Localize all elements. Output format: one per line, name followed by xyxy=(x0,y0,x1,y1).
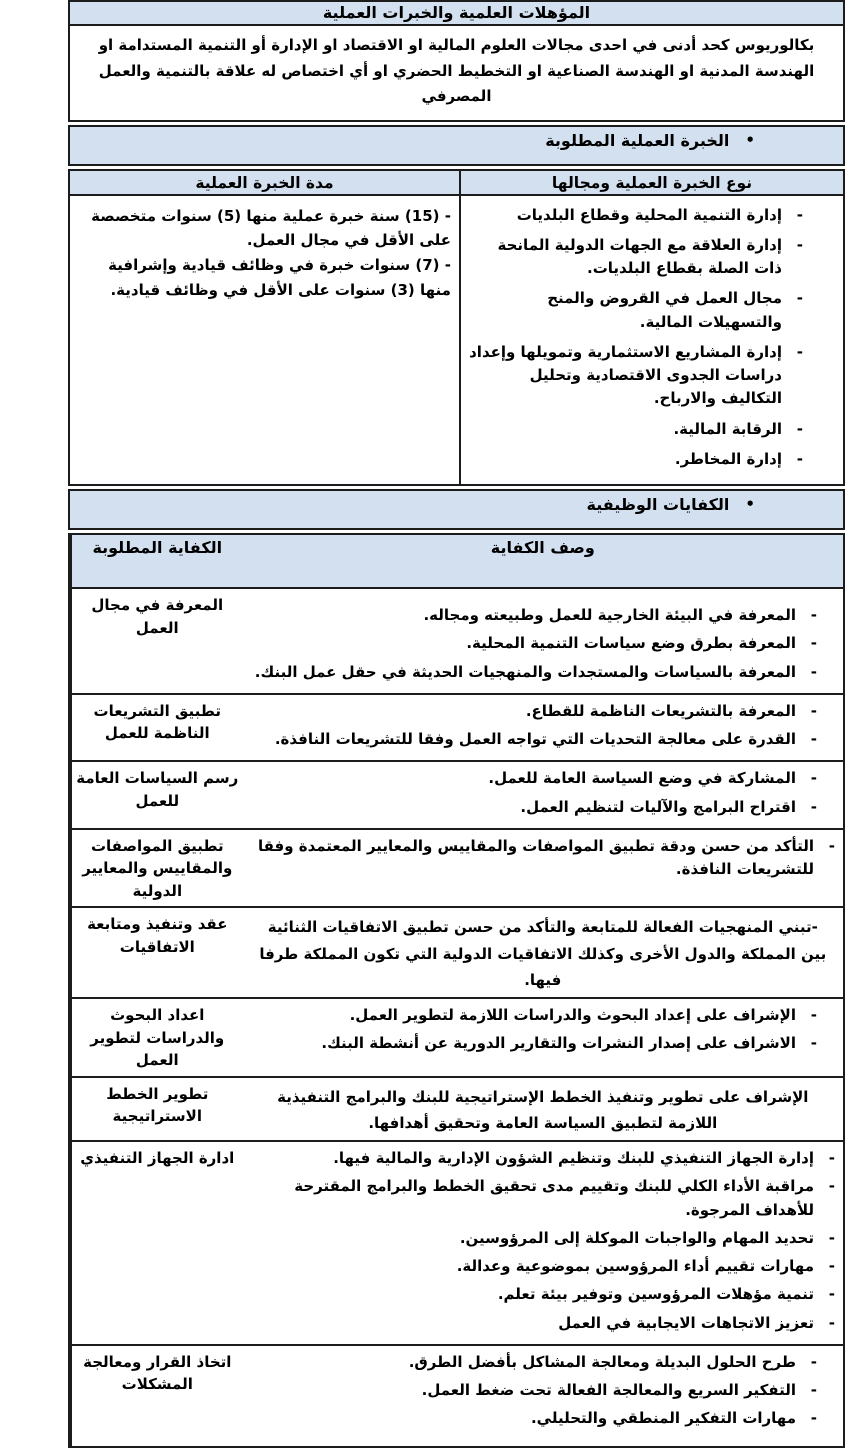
competency-desc-cell xyxy=(243,695,843,761)
competency-row xyxy=(70,1078,843,1143)
competency-desc-item xyxy=(251,632,817,655)
competency-desc-item xyxy=(251,1312,835,1335)
competency-desc-cell: الإشراف على تطوير وتنفيذ الخطط الإستراتيجية للبنك والبرامج التنفيذية اللازمة لتطبيق السياسة العامة وتحقيق أهدافها. xyxy=(277,1087,809,1132)
dash-icon: - xyxy=(796,205,803,224)
competency-desc-item-text: الإشراف على إعداد البحوث والدراسات اللازمة لتطوير العمل. xyxy=(349,1006,796,1024)
dash-icon: - xyxy=(828,1228,835,1247)
experience-table-body xyxy=(70,196,843,485)
competency-row xyxy=(70,999,843,1078)
competency-row xyxy=(70,1346,843,1446)
competency-desc-item-text: طرح الحلول البديلة ومعالجة المشاكل بأفضل الطرق. xyxy=(408,1352,796,1371)
dash-icon: - xyxy=(828,1177,835,1196)
dash-icon: - xyxy=(828,1149,835,1167)
competency-desc-cell xyxy=(243,1346,843,1446)
experience-duration-item: - (7) سنوات خبرة في وظائف قيادية وإشرافية منها (3) سنوات على الأقل في وظائف قيادية. xyxy=(108,256,451,299)
competency-desc-item-text: المعرفة في البيئة الخارجية للعمل وطبيعته ومجاله. xyxy=(423,606,796,624)
experience-section-title: الخبرة العملية المطلوبة xyxy=(545,130,730,150)
experience-type-header: نوع الخبرة العملية ومجالها xyxy=(459,171,843,194)
competency-desc-item xyxy=(251,1032,817,1055)
dash-icon: - xyxy=(796,342,803,361)
competency-desc-header: وصف الكفاية xyxy=(490,538,595,557)
competency-desc-item xyxy=(251,1407,817,1430)
competency-desc-item xyxy=(251,796,817,819)
competencies-table xyxy=(68,533,845,1448)
experience-type-item-text: الرقابة المالية. xyxy=(673,419,782,438)
competency-row xyxy=(70,762,843,830)
experience-type-item xyxy=(469,448,803,471)
dash-icon: - xyxy=(810,730,817,748)
competency-desc-item-text: المعرفة بالسياسات والمستجدات والمنهجيات الحديثة في حقل عمل البنك. xyxy=(254,662,796,681)
dash-icon: - xyxy=(810,1381,817,1399)
experience-type-item-text: إدارة المشاريع الاستثمارية وتمويلها وإعداد دراسات الجدوى الاقتصادية وتحليل التكاليف والارباح. xyxy=(469,342,782,408)
competency-name-cell: تطوير الخطط الاستراتيجية xyxy=(70,1078,243,1141)
competency-desc-cell: -تبني المنهجيات الفعالة للمتابعة والتأكد من حسن تطبيق الاتفاقيات الثنائية بين المملكة والدول الأخرى وكذلك الاتفاقيات الدولية التي تكون المملكة طرفا فيها. xyxy=(259,918,827,989)
dash-icon: - xyxy=(810,1352,817,1371)
competency-desc-item xyxy=(251,1379,817,1402)
competency-desc-item-text: تحديد المهام والواجبات الموكلة إلى المرؤوسين. xyxy=(459,1228,814,1247)
experience-type-item xyxy=(469,418,803,441)
competency-desc-item xyxy=(251,767,817,790)
experience-duration-item: - (15) سنة خبرة عملية منها (5) سنوات متخصصة على الأقل في مجال العمل. xyxy=(91,206,451,250)
dash-icon: - xyxy=(810,634,817,653)
dash-icon: - xyxy=(796,419,803,438)
competency-desc-item-text: المشاركة في وضع السياسة العامة للعمل. xyxy=(488,769,796,788)
dash-icon: - xyxy=(796,235,803,254)
competency-desc-item-text: التأكد من حسن ودقة تطبيق المواصفات والمقاييس والمعايير المعتمدة وفقا للتشريعات النافذة. xyxy=(257,836,814,878)
experience-type-item-text: إدارة المخاطر. xyxy=(674,449,782,468)
competency-desc-item xyxy=(251,1351,817,1374)
competency-desc-item-text: التفكير السريع والمعالجة الفعالة تحت ضغط العمل. xyxy=(421,1381,796,1399)
dash-icon: - xyxy=(796,449,803,468)
competency-desc-item-text: مراقبة الأداء الكلي للبنك وتقييم مدى تحقيق الخطط والبرامج المقترحة للأهداف المرجوة. xyxy=(294,1177,814,1219)
competency-desc-item xyxy=(251,700,817,723)
dash-icon: - xyxy=(810,701,817,720)
competency-row xyxy=(70,1142,843,1346)
experience-type-item xyxy=(469,234,803,281)
dash-icon: - xyxy=(828,1257,835,1275)
experience-table-header xyxy=(70,171,843,196)
dash-icon: - xyxy=(810,769,817,788)
experience-type-item-text: مجال العمل في القروض والمنح والتسهيلات المالية. xyxy=(547,289,782,331)
qualifications-paragraph: بكالوريوس كحد أدنى في احدى مجالات العلوم المالية او الاقتصاد او الإدارة أو التنمية المستدامة او الهندسة المدنية او الهندسة الصناعية او التخطيط الحضري او أي اختصاص له علاقة بالتنمية والعمل المصرفي xyxy=(98,36,815,105)
competency-desc-item xyxy=(251,1004,817,1027)
dash-icon: - xyxy=(796,289,803,308)
competency-desc-item xyxy=(251,604,817,627)
competency-desc-item xyxy=(251,1147,835,1170)
experience-type-item xyxy=(469,204,803,227)
competency-desc-item-text: تعزيز الاتجاهات الايجابية في العمل xyxy=(558,1313,814,1332)
dash-icon: - xyxy=(810,797,817,816)
competency-desc-item xyxy=(251,728,817,751)
competency-desc-cell xyxy=(243,999,843,1076)
competency-desc-item xyxy=(251,1175,835,1222)
competency-row xyxy=(70,589,843,695)
qualifications-section xyxy=(68,0,845,122)
competency-desc-cell xyxy=(243,762,843,828)
competency-desc-item-text: إدارة الجهاز التنفيذي للبنك وتنظيم الشؤون الإدارية والمالية فيها. xyxy=(333,1149,814,1167)
competency-name-cell: تطبيق المواصفات والمقاييس والمعايير الدولية xyxy=(70,830,243,907)
competencies-section-title: الكفايات الوظيفية xyxy=(586,495,730,514)
dash-icon: - xyxy=(828,1313,835,1332)
competency-desc-item xyxy=(251,835,835,882)
competency-name-cell: المعرفة في مجال العمل xyxy=(70,589,243,693)
competency-desc-item xyxy=(251,1283,835,1306)
experience-type-item xyxy=(469,341,803,411)
competency-desc-item xyxy=(251,661,817,684)
dash-icon: - xyxy=(810,1034,817,1053)
dash-icon: - xyxy=(810,1409,817,1428)
document-body xyxy=(68,0,845,1451)
dash-icon: - xyxy=(828,1285,835,1304)
dash-icon: - xyxy=(828,836,835,855)
experience-type-cell xyxy=(459,196,843,485)
competency-row xyxy=(70,695,843,763)
competency-desc-item xyxy=(251,1255,835,1278)
competency-desc-item-text: المعرفة بالتشريعات الناظمة للقطاع. xyxy=(525,701,796,720)
dash-icon: - xyxy=(810,662,817,681)
competency-row xyxy=(70,908,843,999)
competency-desc-item-text: تنمية مؤهلات المرؤوسين وتوفير بيئة تعلم. xyxy=(497,1285,814,1304)
competency-name-cell: ادارة الجهاز التنفيذي xyxy=(70,1142,243,1344)
competency-desc-item-text: القدرة على معالجة التحديات التي تواجه العمل وفقا للتشريعات النافذة. xyxy=(274,730,796,748)
competency-desc-item-text: المعرفة بطرق وضع سياسات التنمية المحلية. xyxy=(466,634,796,653)
competencies-section-bar xyxy=(68,489,845,530)
competencies-table-header xyxy=(70,535,843,589)
experience-type-item-text: إدارة التنمية المحلية وقطاع البلديات xyxy=(516,205,782,224)
competency-desc-cell xyxy=(243,589,843,693)
competency-desc-item xyxy=(251,1227,835,1250)
competency-row xyxy=(70,830,843,909)
competency-name-cell: عقد وتنفيذ ومتابعة الاتفاقيات xyxy=(70,908,243,997)
competency-desc-item-text: اقتراح البرامج والآليات لتنظيم العمل. xyxy=(520,797,796,816)
competency-name-cell: رسم السياسات العامة للعمل xyxy=(70,762,243,828)
experience-duration-header: مدة الخبرة العملية xyxy=(195,173,334,192)
competency-desc-item-text: مهارات تقييم أداء المرؤوسين بموضوعية وعدالة. xyxy=(456,1257,814,1275)
competency-name-cell: اتخاذ القرار ومعالجة المشكلات xyxy=(70,1346,243,1446)
bullet-icon: • xyxy=(745,130,755,149)
competency-name-cell: اعداد البحوث والدراسات لتطوير العمل xyxy=(70,999,243,1076)
experience-duration-cell xyxy=(70,196,459,485)
dash-icon: - xyxy=(810,1006,817,1024)
dash-icon: - xyxy=(810,606,817,624)
experience-type-item-text: إدارة العلاقة مع الجهات الدولية المانحة ذات الصلة بقطاع البلديات. xyxy=(497,235,782,277)
competency-desc-item-text: مهارات التفكير المنطقي والتحليلي. xyxy=(530,1409,796,1428)
competency-desc-cell xyxy=(243,1142,843,1344)
competency-name-header: الكفاية المطلوبة xyxy=(70,535,243,587)
experience-section-bar xyxy=(68,125,845,166)
competency-desc-cell xyxy=(243,830,843,907)
experience-table xyxy=(68,169,845,487)
competency-desc-item-text: الاشراف على إصدار النشرات والتقارير الدورية عن أنشطة البنك. xyxy=(321,1034,796,1053)
experience-type-item xyxy=(469,287,803,334)
qualifications-title: المؤهلات العلمية والخبرات العملية xyxy=(70,2,843,26)
competency-name-cell: تطبيق التشريعات الناظمة للعمل xyxy=(70,695,243,761)
bullet-icon: • xyxy=(745,495,755,513)
competencies-table-body xyxy=(70,589,843,1446)
